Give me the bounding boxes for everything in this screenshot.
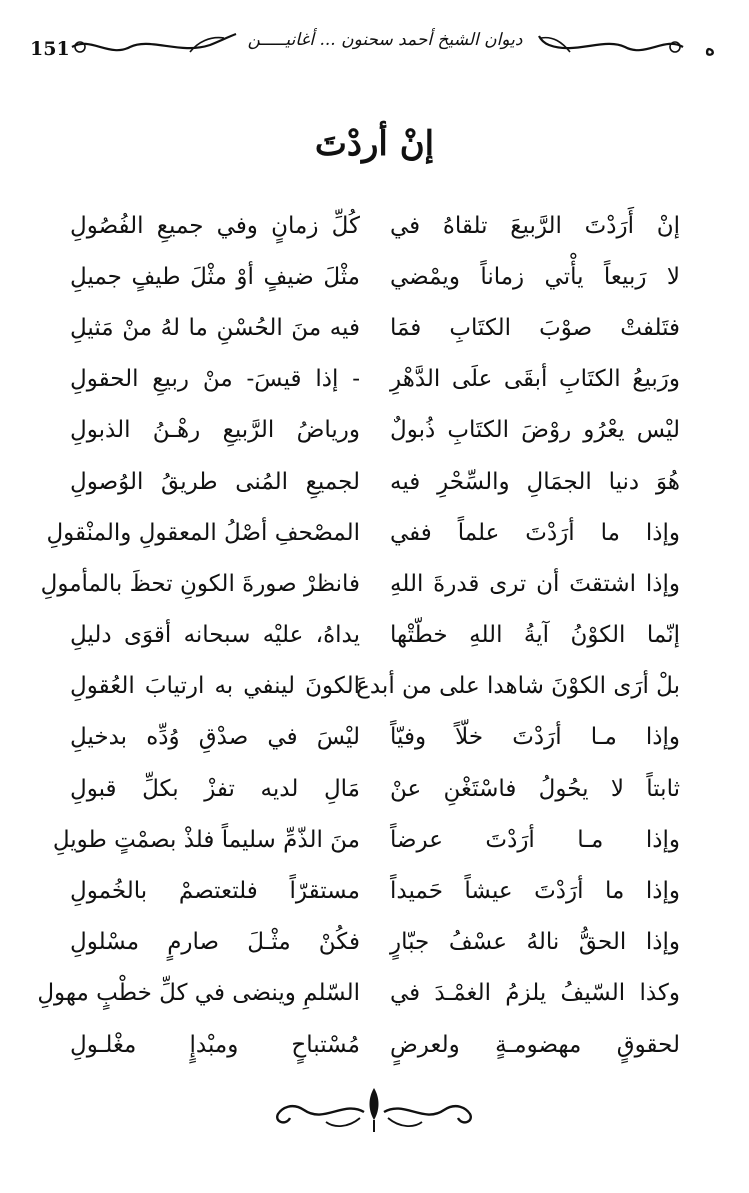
verse-first-hemistich: لا رَبيعاً يأْتي زماناً ويمْضي xyxy=(390,263,680,290)
verse-first-hemistich: هُوَ دنيا الجمَالِ والسِّحْرِ فيه xyxy=(390,468,680,495)
header-right-flourish-icon xyxy=(535,28,685,62)
verse-first-hemistich: وإذا ما أرَدْتَ علماً ففي xyxy=(390,519,680,546)
verse xyxy=(70,763,680,814)
verse-second-hemistich: الكونَ لينفي به ارتيابَ العُقولِ xyxy=(70,673,360,700)
verse-second-hemistich: لجميعِ المُنى طريقُ الوُصولِ xyxy=(70,468,360,495)
verse-second-hemistich: مَالِ لديه تفزْ بكلِّ قبولِ xyxy=(70,775,360,802)
verse-first-hemistich: لحقوقٍ مهضومـةٍ ولعرضٍ xyxy=(390,1031,680,1058)
verse-second-hemistich: منَ الذّمِّ سليماً فلذْ بصمْتٍ طويلِ xyxy=(52,826,360,853)
verse xyxy=(37,968,680,1019)
verse-first-hemistich: وكذا السّيفُ يلزمُ الغمْـدَ في xyxy=(390,980,680,1007)
verse-second-hemistich: ليْسَ في صدْقِ وُدِّه بدخيلِ xyxy=(70,724,360,751)
verse xyxy=(70,661,680,712)
running-title: ديوان الشيخ أحمد سحنون ... أغانيـــــن xyxy=(247,30,523,50)
verse-first-hemistich: وإذا مـا أرَدْتَ خلّاً وفيّاً xyxy=(390,724,680,751)
poem-title: إنْ أردْتَ xyxy=(314,124,435,164)
footer-fleuron-icon xyxy=(264,1080,484,1140)
verse-first-hemistich: بلْ أرَى الكوْنَ شاهدا على من أبدعَ xyxy=(356,673,680,700)
verse-second-hemistich: كُلِّ زمانٍ وفي جميعِ الفُصُولِ xyxy=(70,212,360,239)
verse-second-hemistich: يداهُ، عليْه سبحانه أقوَى دليلِ xyxy=(70,622,360,649)
verse-second-hemistich: ورياضُ الرَّبيعِ رهْـنُ الذبولِ xyxy=(70,417,360,444)
verse-second-hemistich: فيه منَ الحُسْنِ ما لهُ منْ مَثيلِ xyxy=(70,314,360,341)
verse-first-hemistich: وإذا ما أرَدْتَ عيشاً حَميداً xyxy=(390,878,680,905)
verse xyxy=(70,302,680,353)
verse xyxy=(52,814,680,865)
verse-first-hemistich: وإذا اشتقتَ أن ترى قدرةَ اللهِ xyxy=(390,570,680,597)
poem-body xyxy=(37,200,680,1070)
verse xyxy=(70,354,680,405)
page-number: 151 xyxy=(30,38,70,60)
verse xyxy=(70,712,680,763)
verse-second-hemistich: - إذا قيسَ- منْ ربيعِ الحقولِ xyxy=(70,366,360,393)
verse-second-hemistich: مُسْتباحٍ ومبْدإٍ مغْلـولِ xyxy=(70,1031,360,1058)
verse-second-hemistich: المصْحفِ أصْلُ المعقولِ والمنْقولِ xyxy=(46,519,360,546)
verse-second-hemistich: السّلمِ وينضى في كلِّ خطْبٍ مهولِ xyxy=(37,980,360,1007)
verse-second-hemistich: فكُنْ مثْـلَ صارمٍ مسْلولِ xyxy=(70,929,360,956)
verse-first-hemistich: ليْس يعْرُو روْضَ الكتَابِ ذُبولٌ xyxy=(390,417,680,444)
verse xyxy=(70,610,680,661)
verse-first-hemistich: ورَبيعُ الكتَابِ أبقَى علَى الدَّهْرِ xyxy=(390,366,680,393)
verse xyxy=(70,251,680,302)
verse xyxy=(70,917,680,968)
running-head xyxy=(240,30,530,54)
verse-first-hemistich: إنّما الكوْنُ آيةُ اللهِ خطّتْها xyxy=(390,622,680,649)
verse-first-hemistich: وإذا مـا أرَدْتَ عرضاً xyxy=(390,826,680,853)
verse xyxy=(70,200,680,251)
verse-first-hemistich: إنْ أَرَدْتَ الرَّبيعَ تلقاهُ في xyxy=(390,212,680,239)
verse xyxy=(70,456,680,507)
header-left-flourish-icon xyxy=(70,28,240,62)
verse xyxy=(70,1019,680,1070)
verse xyxy=(40,558,680,609)
page-dot: ه xyxy=(705,38,715,60)
verse-first-hemistich: فتَلفتْ صوْبَ الكتَابِ فمَا xyxy=(390,314,680,341)
verse-first-hemistich: وإذا الحقُّ نالهُ عسْفُ جبّارٍ xyxy=(390,929,680,956)
verse xyxy=(46,507,680,558)
verse xyxy=(70,865,680,916)
verse-second-hemistich: مستقرّاً فلتعتصمْ بالخُمولِ xyxy=(70,878,360,905)
verse xyxy=(70,405,680,456)
verse-second-hemistich: فانظرْ صورةَ الكونِ تحظَ بالمأمولِ xyxy=(40,570,360,597)
verse-second-hemistich: مثْلَ ضيفٍ أوْ مثْلَ طيفٍ جميلِ xyxy=(70,263,360,290)
verse-first-hemistich: ثابتاً لا يحُولُ فاسْتَغْنِ عنْ xyxy=(390,775,680,802)
page-header xyxy=(0,0,749,100)
